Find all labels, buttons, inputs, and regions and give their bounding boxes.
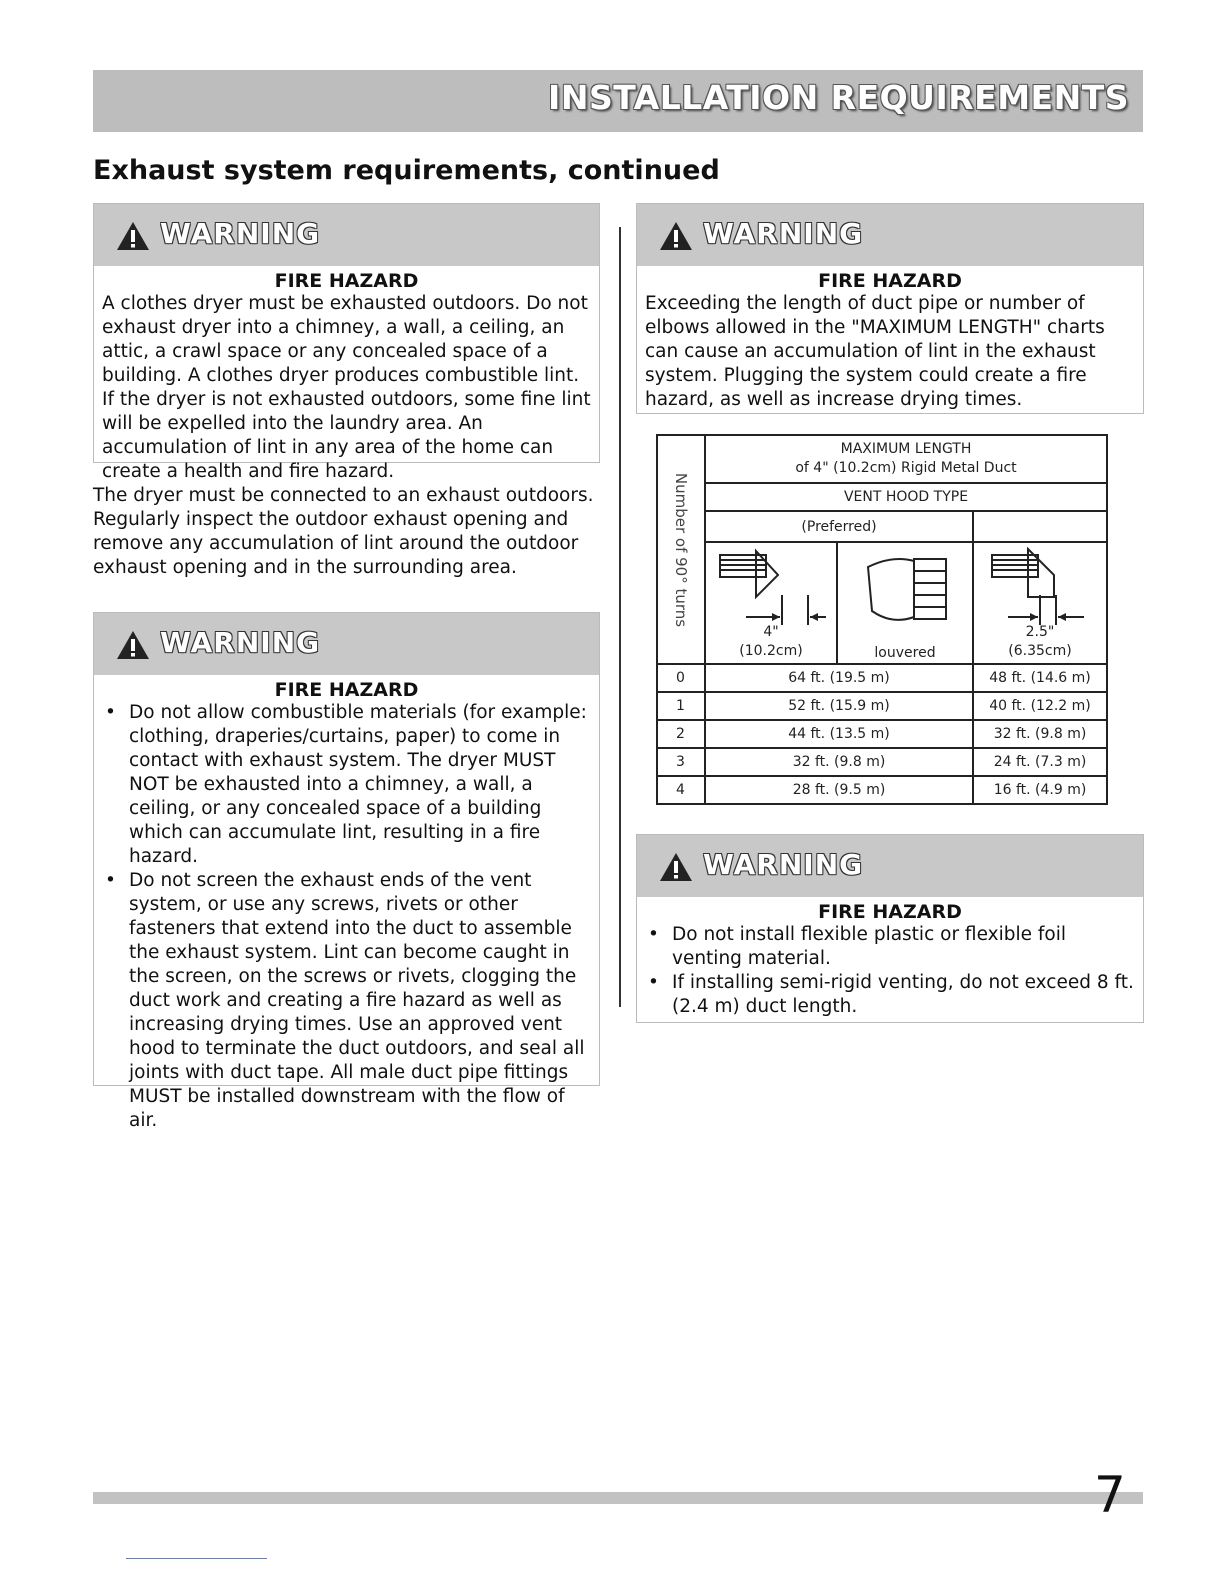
hood-2-5in-size: 2.5" bbox=[1025, 624, 1055, 640]
other-length-cell: 16 ft. (4.9 m) bbox=[973, 776, 1107, 804]
vent-hood-4in-icon bbox=[716, 547, 826, 627]
preferred-length-cell: 32 ft. (9.8 m) bbox=[705, 748, 973, 776]
warning-triangle-icon bbox=[659, 852, 693, 882]
fire-hazard-heading: FIRE HAZARD bbox=[818, 270, 962, 292]
hood-4in-metric: (10.2cm) bbox=[739, 643, 803, 659]
empty-header-cell bbox=[973, 511, 1107, 542]
turns-cell: 3 bbox=[657, 748, 705, 776]
header-banner bbox=[93, 70, 1143, 132]
page-number: 7 bbox=[1094, 1466, 1126, 1524]
warning-header bbox=[637, 204, 1143, 266]
exhaust-inspection-paragraph: The dryer must be connected to an exhaust outdoors. Regularly inspect the outdoor exhaust opening and remove any accumulation of lint around the outdoor exhaust opening and in the surrounding area. bbox=[93, 485, 594, 578]
fire-hazard-heading: FIRE HAZARD bbox=[274, 679, 419, 701]
louvered-vent-icon bbox=[862, 551, 952, 631]
warning-header bbox=[94, 613, 599, 675]
warning-label: WARNING bbox=[703, 217, 864, 250]
warning-box-combustible-materials bbox=[93, 612, 600, 1131]
turns-cell: 1 bbox=[657, 692, 705, 720]
warning-box-duct-length bbox=[636, 203, 1144, 414]
table-row bbox=[657, 748, 1107, 776]
table-row bbox=[657, 692, 1107, 720]
turns-cell: 2 bbox=[657, 720, 705, 748]
other-length-cell: 48 ft. (14.6 m) bbox=[973, 664, 1107, 692]
warning-text: A clothes dryer must be exhausted outdoors. Do not exhaust dryer into a chimney, a wall, a ceiling, an attic, a crawl space or any concealed space of a building. A clothes dryer produces combustible lint. If the dryer is not exhausted outdoors, some fine lint will be expelled into the laundry area. An accumulation of lint in any area of the home can create a health and fire hazard. bbox=[102, 293, 591, 482]
table-title-line1: MAXIMUM LENGTH bbox=[840, 441, 972, 457]
list-item: • Do not install flexible plastic or flexible foil venting material. bbox=[645, 923, 1135, 971]
vent-hood-type-header: VENT HOOD TYPE bbox=[705, 483, 1107, 511]
footer-bar bbox=[93, 1492, 1143, 1504]
warning-header bbox=[637, 835, 1143, 897]
page-header-title: INSTALLATION REQUIREMENTS bbox=[548, 78, 1129, 117]
section-title: Exhaust system requirements, continued bbox=[93, 155, 720, 186]
turns-column-header bbox=[657, 435, 705, 664]
warning-bullet-list bbox=[637, 923, 1143, 1023]
turns-cell: 0 bbox=[657, 664, 705, 692]
fire-hazard-heading: FIRE HAZARD bbox=[274, 270, 419, 292]
warning-label: WARNING bbox=[160, 626, 321, 659]
list-item: • Do not allow combustible materials (for example: clothing, draperies/curtains, paper) to come in contact with exhaust system. The dryer MUST NOT be exhausted into a chimney, a wall, a ceiling, or any concealed space of a building which can accumulate lint, resulting in a fire hazard. bbox=[102, 701, 591, 869]
other-length-cell: 24 ft. (7.3 m) bbox=[973, 748, 1107, 776]
warning-label: WARNING bbox=[703, 848, 864, 881]
hood-louvered bbox=[838, 543, 972, 663]
preferred-length-cell: 52 ft. (15.9 m) bbox=[705, 692, 973, 720]
fire-hazard-heading: FIRE HAZARD bbox=[818, 901, 962, 923]
max-length-table bbox=[656, 434, 1108, 805]
vent-hood-2-5in-icon bbox=[984, 547, 1094, 627]
warning-box-exhaust-outdoors bbox=[93, 203, 600, 482]
hood-4in bbox=[706, 543, 838, 663]
preferred-length-cell: 44 ft. (13.5 m) bbox=[705, 720, 973, 748]
other-length-cell: 40 ft. (12.2 m) bbox=[973, 692, 1107, 720]
column-divider bbox=[619, 227, 621, 1007]
preferred-header: (Preferred) bbox=[705, 511, 973, 542]
hood-2-5in-metric: (6.35cm) bbox=[1008, 643, 1072, 659]
list-item: • If installing semi-rigid venting, do not exceed 8 ft. (2.4 m) duct length. bbox=[645, 971, 1135, 1019]
warning-box-flexible-venting bbox=[636, 834, 1144, 1023]
list-item: • Do not screen the exhaust ends of the vent system, or use any screws, rivets or other fasteners that extend into the duct to assemble the exhaust system. Lint can become caught in the screen, on the screws or rivets, clogging the duct work and creating a fire hazard as well as increasing drying times. Use an approved vent hood to terminate the duct outdoors, and seal all joints with duct tape. All male duct pipe fittings MUST be installed downstream with the flow of air. bbox=[102, 869, 591, 1133]
hood-2-5in bbox=[973, 542, 1107, 664]
warning-triangle-icon bbox=[116, 630, 150, 660]
hood-louvered-label: louvered bbox=[874, 645, 936, 661]
warning-bullet-list bbox=[94, 701, 599, 1137]
table-row bbox=[657, 776, 1107, 804]
table-title-line2: of 4" (10.2cm) Rigid Metal Duct bbox=[795, 460, 1017, 476]
warning-label: WARNING bbox=[160, 217, 321, 250]
warning-triangle-icon bbox=[116, 221, 150, 251]
hood-4in-size: 4" bbox=[763, 624, 779, 640]
preferred-hoods-cell bbox=[705, 542, 973, 664]
preferred-length-cell: 64 ft. (19.5 m) bbox=[705, 664, 973, 692]
table-title bbox=[705, 435, 1107, 483]
turns-cell: 4 bbox=[657, 776, 705, 804]
warning-text: Exceeding the length of duct pipe or number of elbows allowed in the "MAXIMUM LENGTH" charts can cause an accumulation of lint in the exhaust system. Plugging the system could create a fire hazard, as well as increase drying times. bbox=[645, 293, 1105, 410]
table-row bbox=[657, 720, 1107, 748]
table-row bbox=[657, 664, 1107, 692]
warning-header bbox=[94, 204, 599, 266]
other-length-cell: 32 ft. (9.8 m) bbox=[973, 720, 1107, 748]
warning-triangle-icon bbox=[659, 221, 693, 251]
footer-link-line bbox=[126, 1558, 267, 1559]
preferred-length-cell: 28 ft. (9.5 m) bbox=[705, 776, 973, 804]
turns-header-text: Number of 90° turns bbox=[672, 472, 690, 627]
